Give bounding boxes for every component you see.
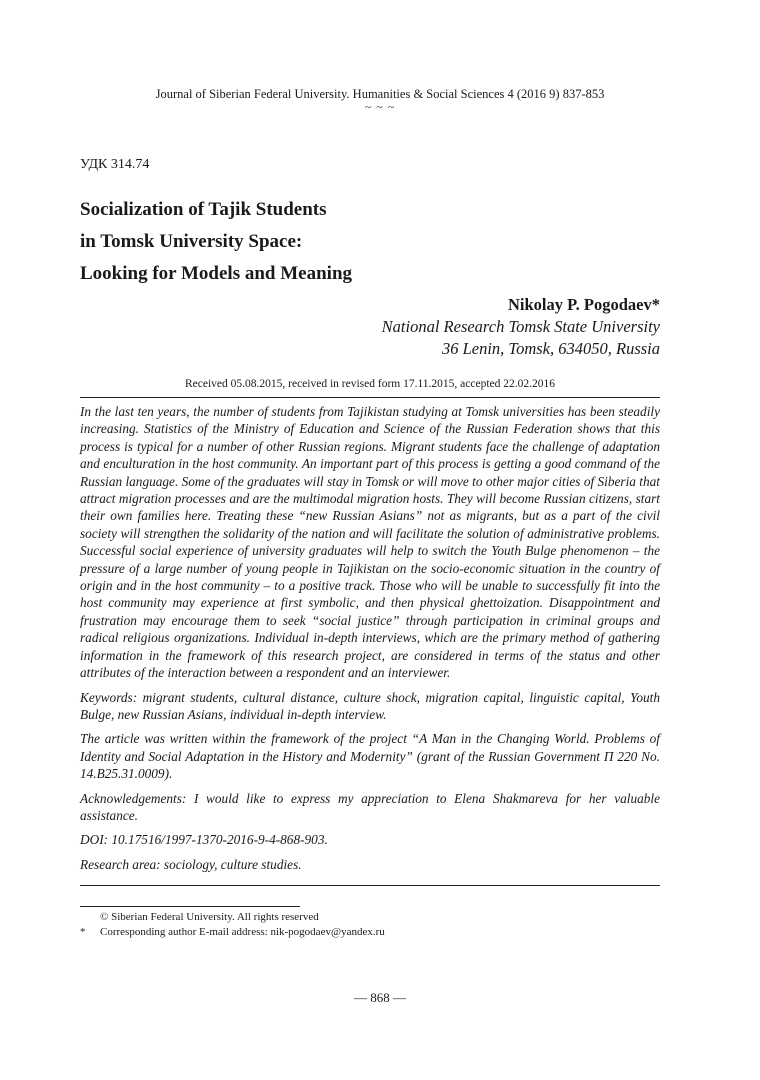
abstract-top-rule [80,397,660,398]
keywords: Keywords: migrant students, cultural distance, culture shock, migration capital, linguistic capital, Youth Bulge, new Russian Asians, individual in-depth interview. [80,689,660,722]
abstract-bottom-rule [80,885,660,886]
title-line-2: in Tomsk University Space: [80,231,303,252]
footnote-copyright [80,910,660,925]
doi: DOI: 10.17516/1997-1370-2016-9-4-868-903. [80,832,328,848]
grant-note: The article was written within the framework of the project “A Man in the Changing World. Problems of Identity and Social Adaptation in the History and Modernity” (grant of the Russian Government П 220 No. 14.B25.31.0009). [80,731,660,782]
abstract-text: In the last ten years, the number of students from Tajikistan studying at Tomsk universities has been steadily increasing. Statistics of the Ministry of Education and Science of the Russian Federation shows that this process is typical for a number of other Russian regions. Migrant students face the challenge of adaptation and enculturation in the host community. An important part of this process is getting a good command of the Russian language. Some of the graduates will stay in Tomsk or will move to other major cities of Siberia that attract migration processes and are the multimodal migration hosts. They will become Russian citizens, start their own families here. Treating these “new Russian Asians” not as migrants, but as a part of the civil society will strengthen the solidarity of the nation and will facilitate the solution of administrative problems. Successful social experience of university graduates will help to switch the Youth Bulge phenomenon – the pressure of a large number of young people in Tajikistan on the socio-economic situation in the country of origin and in the host community – to a positive track. Those who will be unable to successfully fit into the host community may experience at first symbolic, and then physical ghettoization. Disappointment and frustration may encourage them to seek “social justice” through participation in criminal groups and radical religious organizations. Individual in-depth interviews, which are the primary method of gathering information in the framework of this research project, are considered in terms of the status and other attributes of the interaction between a respondent and an interviewer. [80,404,660,681]
udc-code: УДК 314.74 [80,157,150,172]
author-affiliation: National Research Tomsk State University [381,317,660,336]
header-separator: ~ ~ ~ [364,100,396,114]
copyright-text: © Siberian Federal University. All rights reserved [100,911,319,923]
footnotes [80,910,660,940]
research-area: Research area: sociology, culture studies. [80,856,302,872]
article-title [80,194,660,290]
page-number: — 868 — [354,990,406,1005]
footnote-asterisk: * [80,926,86,938]
author-name: Nikolay P. Pogodaev* [507,295,660,314]
title-line-3: Looking for Models and Meaning [80,263,353,284]
corresponding-author-text: Corresponding author E-mail address: nik-pogodaev@yandex.ru [100,926,385,938]
author-block [382,294,660,360]
acknowledgements: Acknowledgements: I would like to express my appreciation to Elena Shakmareva for her valuable assistance. [80,790,660,823]
footnote-rule [80,906,300,907]
footnote-spacer [80,910,100,925]
abstract-section [80,403,660,880]
journal-header: Journal of Siberian Federal University. Humanities & Social Sciences 4 (2016 9) 837-853 [155,87,605,101]
title-line-1: Socialization of Tajik Students [80,199,327,220]
received-dates: Received 05.08.2015, received in revised form 17.11.2015, accepted 22.02.2016 [184,378,556,390]
footnote-corresponding [80,925,660,940]
author-address: 36 Lenin, Tomsk, 634050, Russia [441,339,660,358]
